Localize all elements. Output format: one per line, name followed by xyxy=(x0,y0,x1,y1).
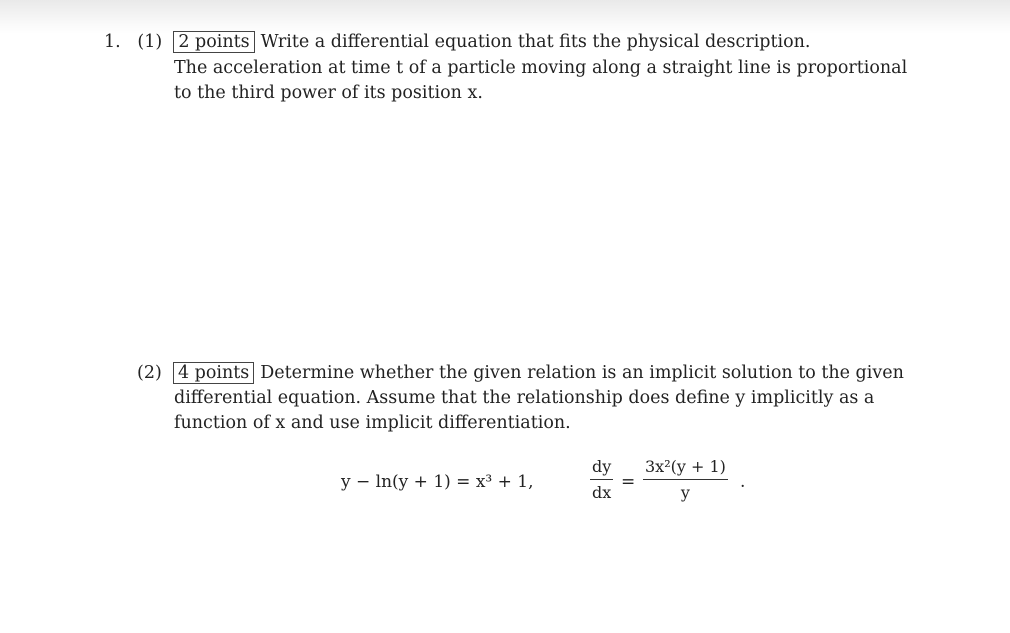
derivative-numerator: dy xyxy=(592,457,612,476)
rhs-numerator: 3x²(y + 1) xyxy=(645,457,726,476)
problem-part2-heading xyxy=(137,362,904,384)
implicit-relation: y − ln(y + 1) = x³ + 1, xyxy=(341,472,534,492)
equation-period: . xyxy=(740,472,746,492)
part2-points-box: 4 points xyxy=(173,362,254,384)
problem-number: 1. xyxy=(104,32,121,52)
part1-text-line3: to the third power of its position x. xyxy=(174,83,483,103)
rhs-denominator: y xyxy=(680,483,690,502)
part1-text-line1: Write a differential equation that fits the physical description. xyxy=(260,32,811,52)
part1-label: (1) xyxy=(137,32,163,52)
problem-part1-heading xyxy=(104,31,811,53)
part2-text-line2: differential equation. Assume that the relationship does define y implicitly as a xyxy=(174,388,875,408)
part2-label: (2) xyxy=(137,363,162,383)
part2-text-line1: Determine whether the given relation is an implicit solution to the given xyxy=(260,363,904,383)
equals-sign: = xyxy=(621,472,636,492)
part1-text-line2: The acceleration at time t of a particle moving along a straight line is proportional xyxy=(174,58,908,78)
rhs-fraction xyxy=(643,457,728,502)
part2-text-line3: function of x and use implicit differentiation. xyxy=(174,413,571,433)
top-shadow xyxy=(0,0,1010,34)
derivative-dy-dx xyxy=(590,457,613,502)
part1-points-box: 2 points xyxy=(173,31,254,53)
derivative-denominator: dx xyxy=(592,483,612,502)
